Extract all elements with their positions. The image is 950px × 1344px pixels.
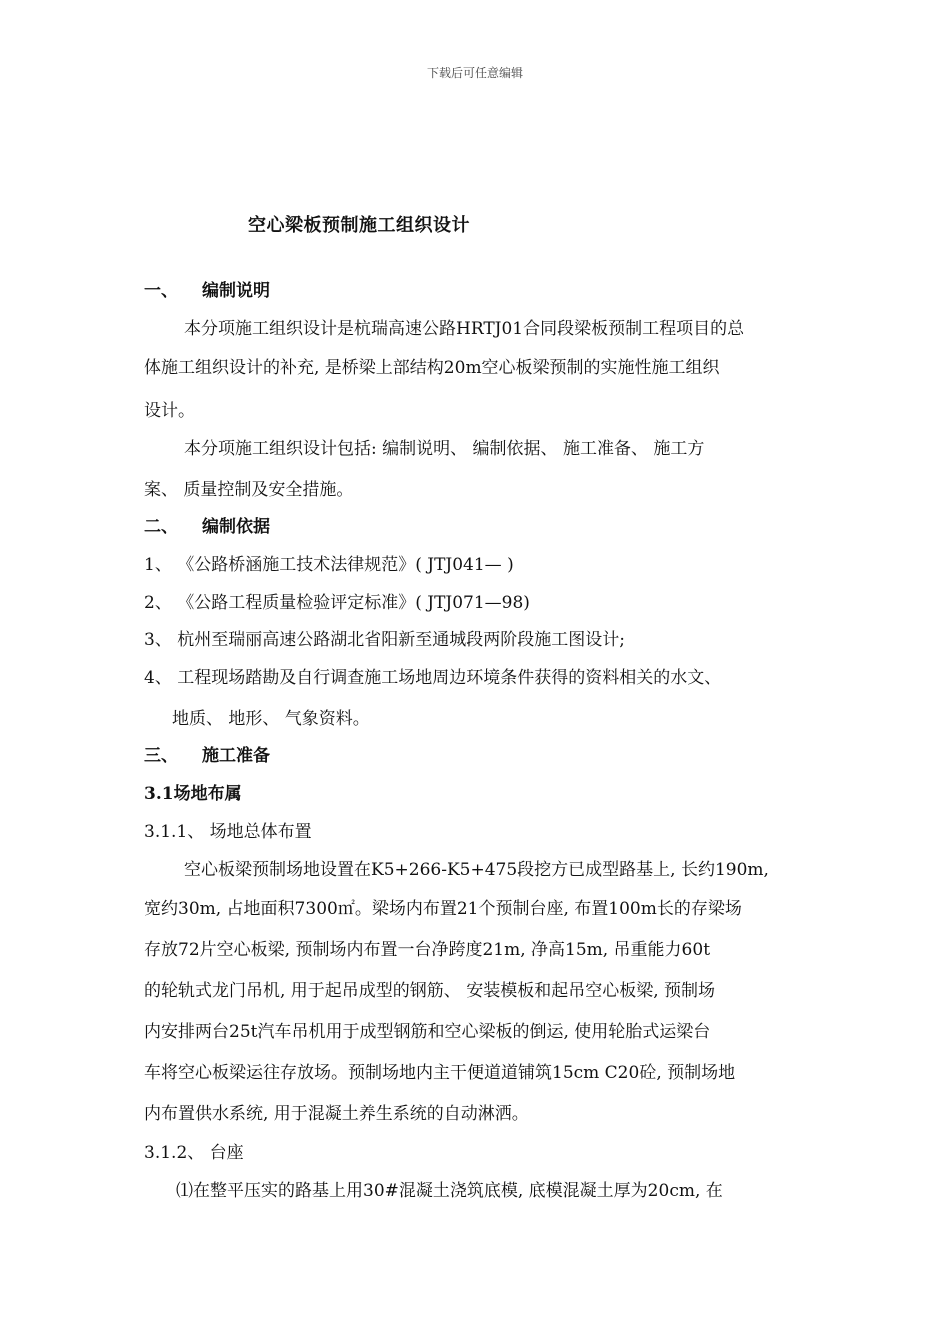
section-1-number: 一、 [144,281,178,301]
section-2-title: 编制依据 [202,517,270,537]
paragraph-line: ⑴在整平压实的路基上用30#混凝土浇筑底模, 底模混凝土厚为20cm, 在 [176,1181,723,1201]
list-item-continuation: 地质、 地形、 气象资料。 [172,709,370,729]
list-item: 4、 工程现场踏勘及自行调查施工场地周边环境条件获得的资料相关的水文、 [144,668,722,688]
paragraph-line: 的轮轨式龙门吊机, 用于起吊成型的钢筋、 安装模板和起吊空心板梁, 预制场 [144,981,716,1001]
paragraph-line: 设计。 [144,401,195,421]
page-header-note: 下载后可任意编辑 [426,66,523,80]
subsection-heading: 3.1.2、 台座 [144,1143,244,1163]
document-title: 空心梁板预制施工组织设计 [248,215,470,236]
paragraph-line: 本分项施工组织设计是杭瑞高速公路HRTJ01合同段梁板预制工程项目的总 [184,319,745,339]
section-3-number: 三、 [144,746,178,766]
paragraph-line: 内安排两台25t汽车吊机用于成型钢筋和空心梁板的倒运, 使用轮胎式运梁台 [144,1022,711,1042]
section-2-number: 二、 [144,517,178,537]
paragraph-line: 宽约30m, 占地面积7300㎡。梁场内布置21个预制台座, 布置100m长的存梁场 [144,899,742,919]
paragraph-line: 内布置供水系统, 用于混凝土养生系统的自动淋洒。 [144,1104,529,1124]
paragraph-line: 存放72片空心板梁, 预制场内布置一台净跨度21m, 净高15m, 吊重能力60t [144,940,711,960]
section-2-heading [144,512,270,537]
list-item: 2、 《公路工程质量检验评定标准》( JTJ071—98) [144,593,530,613]
paragraph-line: 车将空心板梁运往存放场。预制场地内主干便道道铺筑15cm C20砼, 预制场地 [144,1063,736,1083]
paragraph-line: 案、 质量控制及安全措施。 [144,480,354,500]
subsection-heading: 3.1场地布属 [144,784,242,804]
section-3-heading [144,741,270,766]
paragraph-line: 本分项施工组织设计包括: 编制说明、 编制依据、 施工准备、 施工方 [184,439,705,459]
paragraph-line: 体施工组织设计的补充, 是桥梁上部结构20m空心板梁预制的实施性施工组织 [144,358,720,378]
list-item: 1、 《公路桥涵施工技术法律规范》( JTJ041— ) [144,555,514,575]
subsection-heading: 3.1.1、 场地总体布置 [144,822,312,842]
paragraph-line: 空心板梁预制场地设置在K5+266-K5+475段挖方已成型路基上, 长约190m, [184,860,769,880]
section-1-heading [144,276,270,301]
list-item: 3、 杭州至瑞丽高速公路湖北省阳新至通城段两阶段施工图设计; [144,630,625,650]
section-3-title: 施工准备 [202,746,270,766]
section-1-title: 编制说明 [202,281,270,301]
